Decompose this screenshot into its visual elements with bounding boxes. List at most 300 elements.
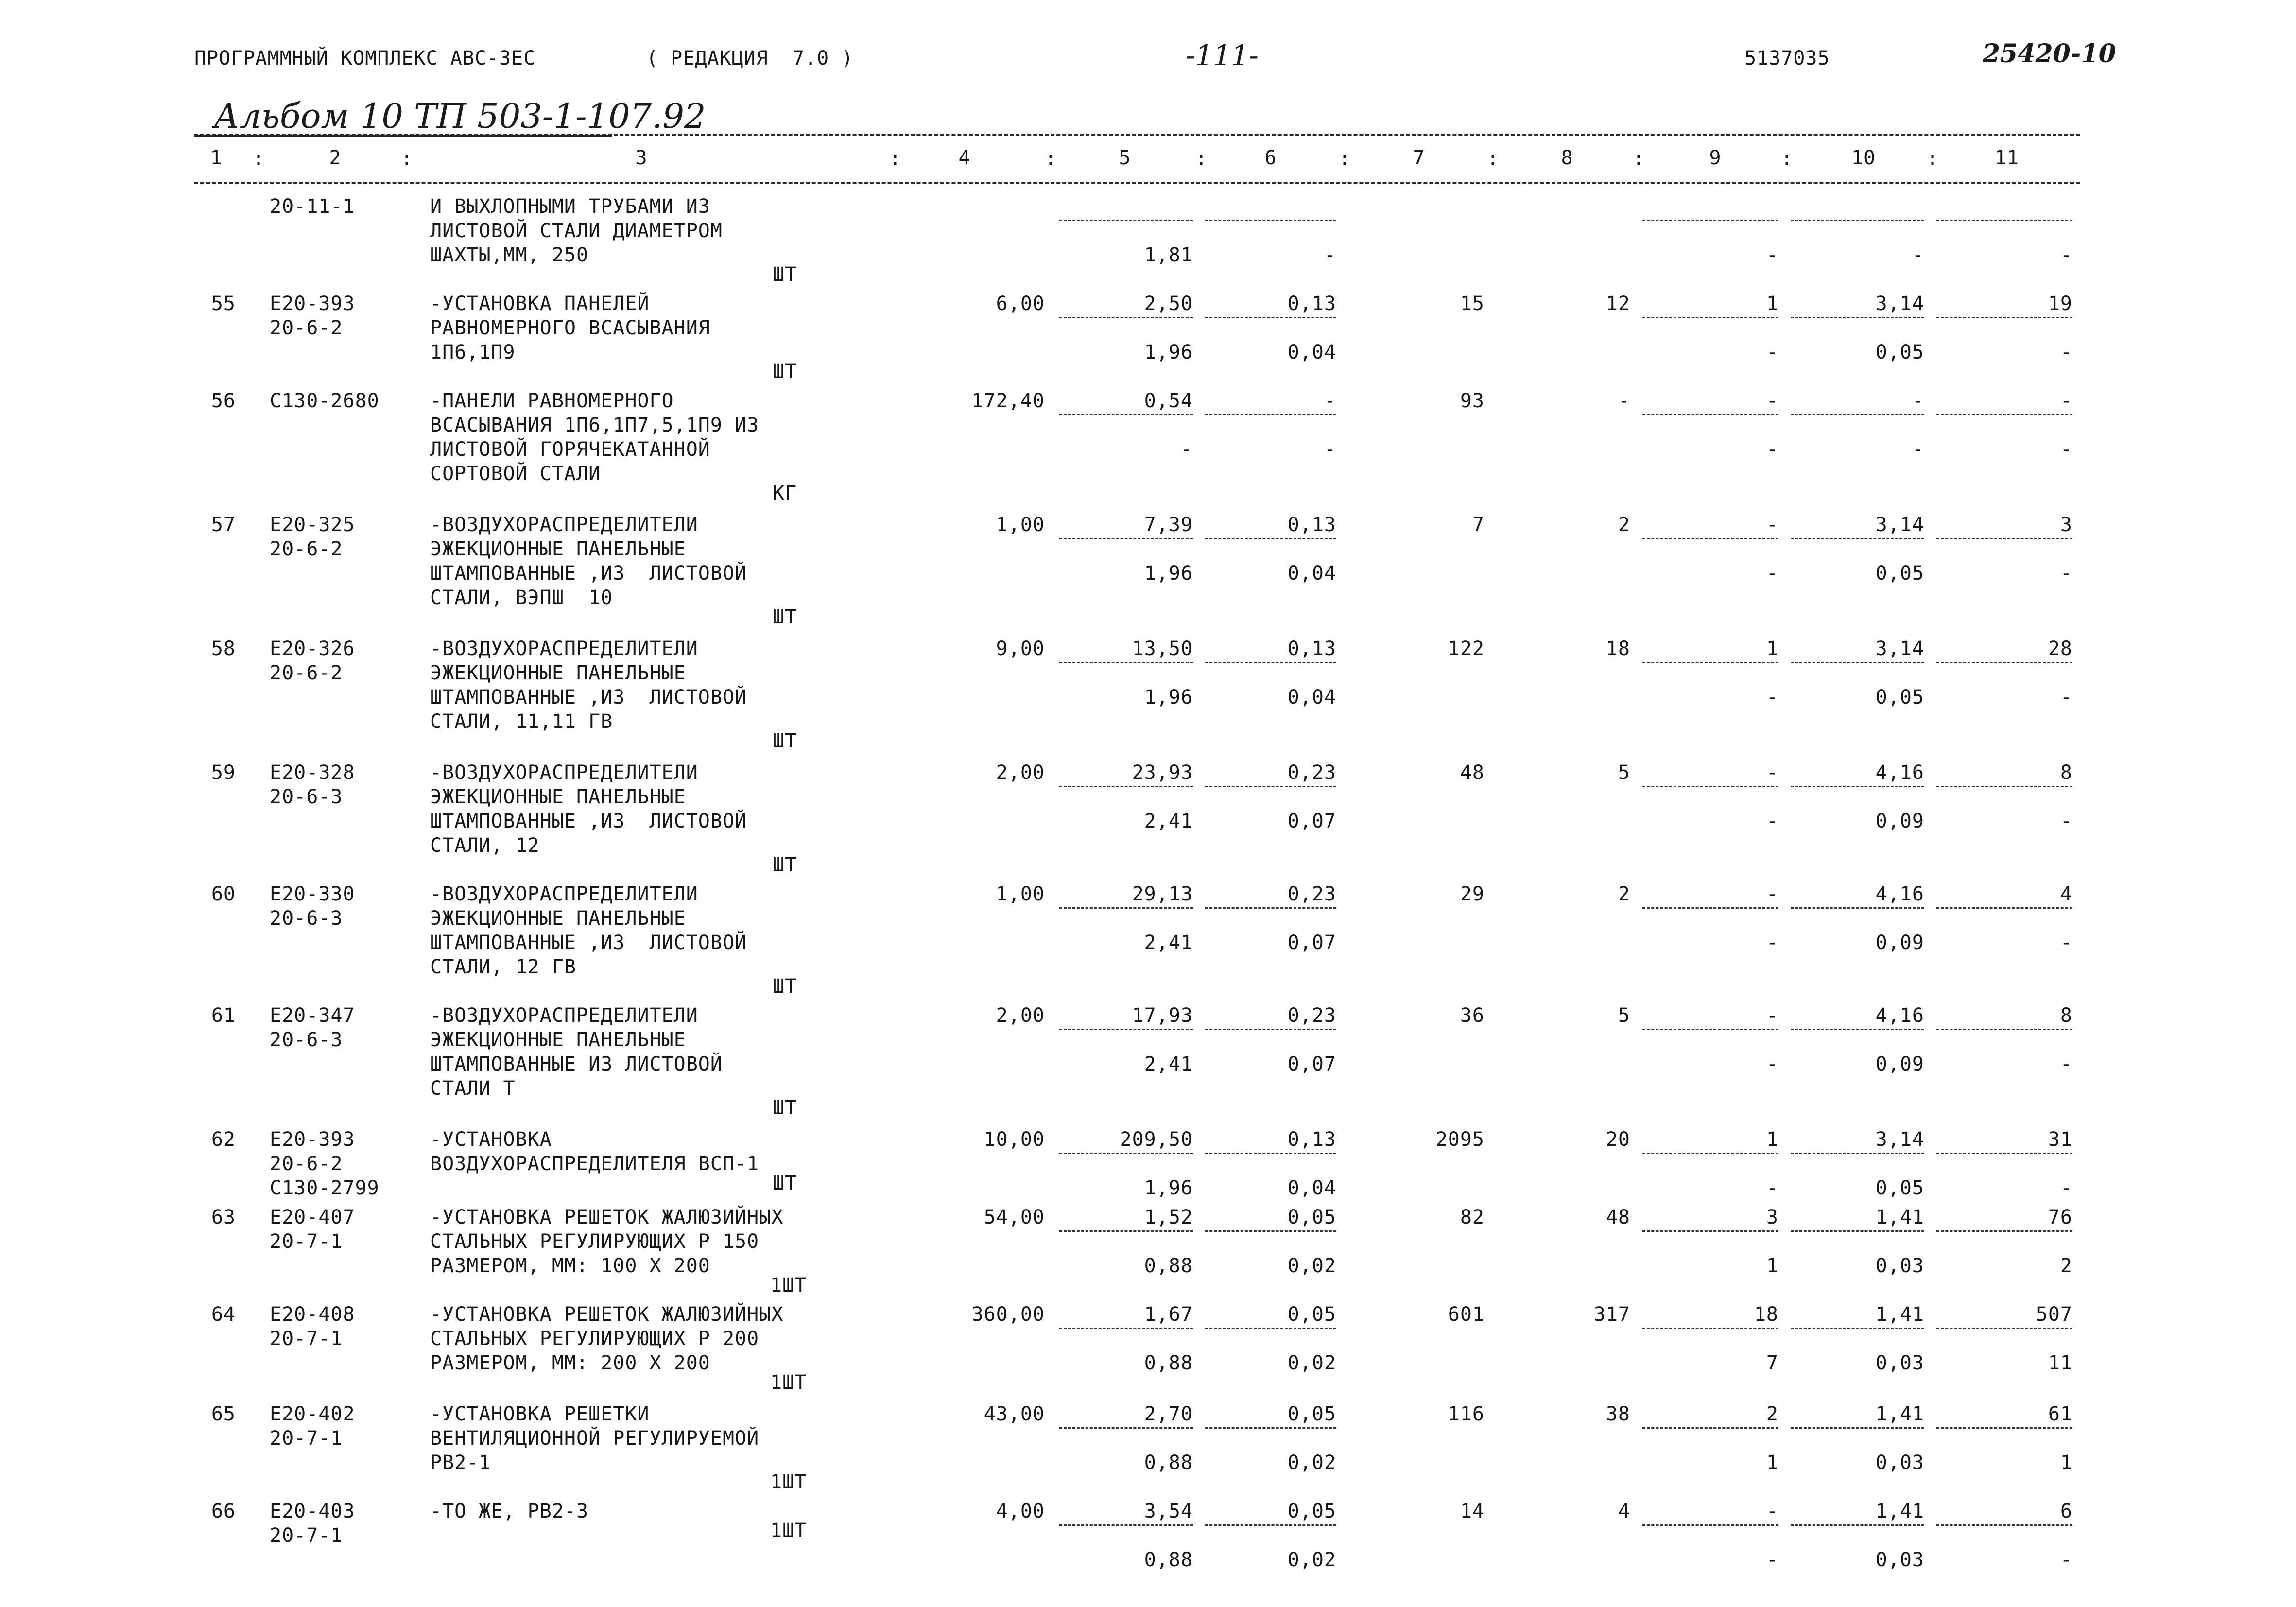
header-rule-top	[194, 134, 2080, 136]
row-number: 63	[211, 1206, 236, 1228]
value-c6: 0,05	[1287, 1403, 1336, 1425]
value-c9b: -	[1766, 810, 1778, 832]
work-description: СТАЛИ, 11,11 ГВ	[430, 710, 613, 733]
fraction-line	[1791, 662, 1924, 663]
value-c10b: 0,03	[1875, 1352, 1924, 1374]
value-c11: 4	[2060, 883, 2072, 905]
fraction-line	[1936, 220, 2072, 221]
value-c9: 18	[1754, 1303, 1778, 1326]
value-c11b: -	[2060, 810, 2072, 832]
value-c11: 8	[2060, 761, 2072, 784]
value-c5b: 1,96	[1144, 686, 1193, 708]
value-c5: 3,54	[1144, 1500, 1193, 1522]
value-c9b: 7	[1766, 1352, 1778, 1374]
fraction-line	[1205, 1427, 1336, 1429]
value-qty: 360,00	[971, 1303, 1045, 1326]
rate-code: 20-7-1	[270, 1230, 343, 1253]
column-header-9: 9	[1709, 147, 1722, 169]
program-title: ПРОГРАММНЫЙ КОМПЛЕКС АВС-ЗЕС	[194, 47, 536, 69]
unit-of-measure: 1ШТ	[770, 1471, 807, 1493]
value-c6b: 0,04	[1287, 562, 1336, 585]
value-c9b: 1	[1766, 1255, 1778, 1277]
value-c8: 38	[1605, 1403, 1630, 1425]
work-description: 1П6,1П9	[430, 341, 516, 363]
value-qty: 2,00	[996, 1004, 1045, 1027]
unit-of-measure: 1ШТ	[770, 1520, 807, 1542]
column-header-4: 4	[958, 147, 971, 169]
fraction-line	[1059, 786, 1193, 787]
value-c10: 4,16	[1875, 1004, 1924, 1027]
rate-code: С130-2680	[270, 390, 380, 412]
work-description: -УСТАНОВКА РЕШЕТОК ЖАЛЮЗИЙНЫХ	[430, 1206, 784, 1228]
value-c9: -	[1766, 390, 1778, 412]
value-c9b: -	[1766, 932, 1778, 954]
value-c6: 0,05	[1287, 1500, 1336, 1522]
fraction-line	[1205, 414, 1336, 415]
value-c7: 15	[1460, 293, 1485, 315]
fraction-line	[1936, 1153, 2072, 1154]
row-number: 56	[211, 390, 236, 412]
fraction-line	[1205, 1153, 1336, 1154]
value-c6: 0,05	[1287, 1303, 1336, 1326]
column-header-2: 2	[329, 147, 342, 169]
value-c6: 0,13	[1287, 293, 1336, 315]
fraction-line	[1059, 220, 1193, 221]
value-c7: 93	[1460, 390, 1485, 412]
fraction-line	[1936, 317, 2072, 318]
value-c10b: 0,05	[1875, 341, 1924, 363]
value-c10b: 0,05	[1875, 562, 1924, 585]
value-c8: 2	[1618, 883, 1630, 905]
rate-code: 20-6-3	[270, 1029, 343, 1051]
value-c9: -	[1766, 514, 1778, 536]
value-c11: 28	[2048, 638, 2072, 660]
value-c5b: 2,41	[1144, 1053, 1193, 1075]
work-description: -УСТАНОВКА	[430, 1128, 552, 1151]
fraction-line	[1059, 317, 1193, 318]
work-description: -ВОЗДУХОРАСПРЕДЕЛИТЕЛИ	[430, 638, 698, 660]
fraction-line	[1936, 1524, 2072, 1526]
value-c10b: 0,03	[1875, 1549, 1924, 1571]
value-c11: 19	[2048, 293, 2072, 315]
column-separator: :	[1927, 148, 1939, 170]
work-description: -ВОЗДУХОРАСПРЕДЕЛИТЕЛИ	[430, 761, 698, 784]
value-c8: 20	[1605, 1128, 1630, 1151]
work-description: РАЗМЕРОМ, ММ: 100 Х 200	[430, 1255, 710, 1277]
value-c8: 48	[1605, 1206, 1630, 1228]
value-c11b: -	[2060, 686, 2072, 708]
row-number: 62	[211, 1128, 236, 1151]
value-c10b: -	[1912, 244, 1924, 266]
value-c10b: -	[1912, 438, 1924, 461]
fraction-line	[1791, 317, 1924, 318]
value-c11b: -	[2060, 562, 2072, 585]
value-c9: 1	[1766, 293, 1778, 315]
fraction-line	[1205, 1230, 1336, 1232]
work-description: ЛИСТОВОЙ СТАЛИ ДИАМЕТРОМ	[430, 220, 723, 242]
value-c7: 7	[1472, 514, 1485, 536]
work-description: СТАЛИ Т	[430, 1077, 516, 1100]
value-c10: 4,16	[1875, 761, 1924, 784]
value-c11: 3	[2060, 514, 2072, 536]
value-c5: 7,39	[1144, 514, 1193, 536]
value-c8: 2	[1618, 514, 1630, 536]
row-number: 66	[211, 1500, 236, 1522]
code-number: 5137035	[1744, 47, 1830, 69]
value-c5: 2,50	[1144, 293, 1193, 315]
fraction-line	[1205, 1524, 1336, 1526]
value-c5b: 1,96	[1144, 1177, 1193, 1199]
column-header-6: 6	[1264, 147, 1277, 169]
work-description: ЭЖЕКЦИОННЫЕ ПАНЕЛЬНЫЕ	[430, 662, 686, 684]
value-c6b: 0,02	[1287, 1255, 1336, 1277]
fraction-line	[1059, 1427, 1193, 1429]
fraction-line	[1791, 1524, 1924, 1526]
fraction-line	[1791, 1230, 1924, 1232]
value-c7: 601	[1448, 1303, 1485, 1326]
fraction-line	[1642, 1427, 1778, 1429]
value-c8: -	[1618, 390, 1630, 412]
work-description: ЭЖЕКЦИОННЫЕ ПАНЕЛЬНЫЕ	[430, 538, 686, 560]
value-c6b: 0,07	[1287, 810, 1336, 832]
value-c6b: 0,04	[1287, 686, 1336, 708]
value-c9: -	[1766, 883, 1778, 905]
value-c7: 2095	[1435, 1128, 1485, 1151]
value-c6b: -	[1324, 244, 1336, 266]
work-description: -ПАНЕЛИ РАВНОМЕРНОГО	[430, 390, 674, 412]
column-separator: :	[1339, 148, 1351, 170]
value-c7: 82	[1460, 1206, 1485, 1228]
work-description: -УСТАНОВКА РЕШЕТКИ	[430, 1403, 650, 1425]
fraction-line	[1936, 1328, 2072, 1329]
value-c6b: 0,04	[1287, 341, 1336, 363]
rate-code: Е20-330	[270, 883, 355, 905]
value-c10: 3,14	[1875, 293, 1924, 315]
value-c9b: -	[1766, 244, 1778, 266]
album-label: Альбом 10 ТП 503-1-107.92	[214, 96, 706, 136]
value-c9: -	[1766, 1004, 1778, 1027]
fraction-line	[1791, 907, 1924, 909]
rate-code: Е20-326	[270, 638, 355, 660]
value-c10: 1,41	[1875, 1500, 1924, 1522]
value-c9: 2	[1766, 1403, 1778, 1425]
rate-code: С130-2799	[270, 1177, 380, 1199]
value-c10: 1,41	[1875, 1303, 1924, 1326]
fraction-line	[1642, 786, 1778, 787]
value-qty: 9,00	[996, 638, 1045, 660]
work-description: ШАХТЫ,ММ, 250	[430, 244, 589, 266]
value-c7: 29	[1460, 883, 1485, 905]
value-c10: 3,14	[1875, 638, 1924, 660]
column-separator: :	[1781, 148, 1794, 170]
value-c7: 14	[1460, 1500, 1485, 1522]
value-c9b: -	[1766, 1177, 1778, 1199]
row-number: 55	[211, 293, 236, 315]
value-c10: 1,41	[1875, 1403, 1924, 1425]
value-c11: 76	[2048, 1206, 2072, 1228]
fraction-line	[1642, 317, 1778, 318]
value-c11b: -	[2060, 1053, 2072, 1075]
value-c9b: -	[1766, 1549, 1778, 1571]
work-description: ЭЖЕКЦИОННЫЕ ПАНЕЛЬНЫЕ	[430, 1029, 686, 1051]
header-rule-bottom	[194, 182, 2080, 184]
column-header-5: 5	[1119, 147, 1131, 169]
unit-of-measure: ШТ	[773, 606, 797, 628]
value-c5b: -	[1180, 438, 1193, 461]
work-description: ЛИСТОВОЙ ГОРЯЧЕКАТАННОЙ	[430, 438, 710, 461]
column-separator: :	[889, 148, 902, 170]
fraction-line	[1205, 907, 1336, 909]
fraction-line	[1936, 414, 2072, 415]
value-c11: -	[2060, 390, 2072, 412]
column-separator: :	[401, 148, 414, 170]
column-header-8: 8	[1561, 147, 1573, 169]
value-c5b: 0,88	[1144, 1255, 1193, 1277]
work-description: РВ2-1	[430, 1451, 491, 1474]
fraction-line	[1205, 662, 1336, 663]
work-description: СТАЛИ, ВЭПШ 10	[430, 587, 613, 609]
value-c10: 1,41	[1875, 1206, 1924, 1228]
value-c5b: 0,88	[1144, 1451, 1193, 1474]
value-c8: 4	[1618, 1500, 1630, 1522]
value-c8: 5	[1618, 1004, 1630, 1027]
value-c10: 3,14	[1875, 514, 1924, 536]
value-c10b: 0,05	[1875, 1177, 1924, 1199]
value-c6: 0,13	[1287, 514, 1336, 536]
row-number: 61	[211, 1004, 236, 1027]
work-description: ШТАМПОВАННЫЕ ,ИЗ ЛИСТОВОЙ	[430, 562, 747, 585]
fraction-line	[1936, 662, 2072, 663]
value-c11b: 1	[2060, 1451, 2072, 1474]
value-qty: 2,00	[996, 761, 1045, 784]
value-c5b: 2,41	[1144, 810, 1193, 832]
value-c9: -	[1766, 1500, 1778, 1522]
value-qty: 4,00	[996, 1500, 1045, 1522]
fraction-line	[1059, 414, 1193, 415]
value-c5b: 2,41	[1144, 932, 1193, 954]
unit-of-measure: ШТ	[773, 1172, 797, 1194]
fraction-line	[1791, 1153, 1924, 1154]
value-qty: 43,00	[984, 1403, 1045, 1425]
fraction-line	[1059, 1524, 1193, 1526]
rate-code: Е20-393	[270, 1128, 355, 1151]
unit-of-measure: 1ШТ	[770, 1274, 807, 1296]
value-c6b: 0,02	[1287, 1451, 1336, 1474]
work-description: ВСАСЫВАНИЯ 1П6,1П7,5,1П9 ИЗ	[430, 414, 760, 436]
column-separator: :	[253, 148, 265, 170]
unit-of-measure: ШТ	[773, 1097, 797, 1119]
fraction-line	[1791, 1328, 1924, 1329]
rate-code: 20-7-1	[270, 1427, 343, 1450]
work-description: ЭЖЕКЦИОННЫЕ ПАНЕЛЬНЫЕ	[430, 907, 686, 930]
value-c8: 317	[1593, 1303, 1630, 1326]
value-c5: 29,13	[1132, 883, 1193, 905]
work-description: -УСТАНОВКА ПАНЕЛЕЙ	[430, 293, 650, 315]
value-c11b: -	[2060, 932, 2072, 954]
fraction-line	[1205, 786, 1336, 787]
fraction-line	[1791, 1029, 1924, 1030]
value-qty: 172,40	[971, 390, 1045, 412]
rate-code: Е20-402	[270, 1403, 355, 1425]
value-c5: 1,52	[1144, 1206, 1193, 1228]
row-number: 58	[211, 638, 236, 660]
column-header-1: 1	[210, 147, 223, 169]
value-c5b: 1,81	[1144, 244, 1193, 266]
value-c5b: 0,88	[1144, 1549, 1193, 1571]
value-c11b: 2	[2060, 1255, 2072, 1277]
work-description: ШТАМПОВАННЫЕ ,ИЗ ЛИСТОВОЙ	[430, 686, 747, 708]
work-description: -ВОЗДУХОРАСПРЕДЕЛИТЕЛИ	[430, 514, 698, 536]
value-c11: 507	[2036, 1303, 2072, 1326]
fraction-line	[1936, 786, 2072, 787]
rate-code: Е20-328	[270, 761, 355, 784]
value-c6b: 0,07	[1287, 1053, 1336, 1075]
value-c8: 5	[1618, 761, 1630, 784]
work-description: ВЕНТИЛЯЦИОННОЙ РЕГУЛИРУЕМОЙ	[430, 1427, 760, 1450]
value-c6b: 0,04	[1287, 1177, 1336, 1199]
value-c6b: 0,02	[1287, 1549, 1336, 1571]
value-c6: 0,23	[1287, 883, 1336, 905]
rate-code: Е20-408	[270, 1303, 355, 1326]
value-c9b: -	[1766, 1053, 1778, 1075]
value-c7: 48	[1460, 761, 1485, 784]
value-c9b: -	[1766, 438, 1778, 461]
value-qty: 1,00	[996, 883, 1045, 905]
value-c5: 1,67	[1144, 1303, 1193, 1326]
unit-of-measure: ШТ	[773, 361, 797, 383]
value-c9: -	[1766, 761, 1778, 784]
rate-code: Е20-347	[270, 1004, 355, 1027]
fraction-line	[1642, 1153, 1778, 1154]
row-number: 65	[211, 1403, 236, 1425]
work-description: -УСТАНОВКА РЕШЕТОК ЖАЛЮЗИЙНЫХ	[430, 1303, 784, 1326]
fraction-line	[1205, 317, 1336, 318]
value-c9b: -	[1766, 341, 1778, 363]
fraction-line	[1059, 1328, 1193, 1329]
work-description: СТАЛЬНЫХ РЕГУЛИРУЮЩИХ Р 150	[430, 1230, 760, 1253]
work-description: ВОЗДУХОРАСПРЕДЕЛИТЕЛЯ ВСП-1	[430, 1153, 760, 1175]
fraction-line	[1059, 662, 1193, 663]
value-c7: 122	[1448, 638, 1485, 660]
fraction-line	[1791, 414, 1924, 415]
value-c8: 18	[1605, 638, 1630, 660]
work-description: СТАЛЬНЫХ РЕГУЛИРУЮЩИХ Р 200	[430, 1328, 760, 1350]
fraction-line	[1642, 662, 1778, 663]
value-c10: 3,14	[1875, 1128, 1924, 1151]
work-description: -ВОЗДУХОРАСПРЕДЕЛИТЕЛИ	[430, 1004, 698, 1027]
value-c9b: -	[1766, 562, 1778, 585]
fraction-line	[1205, 1328, 1336, 1329]
rate-code: 20-6-2	[270, 538, 343, 560]
fraction-line	[1791, 786, 1924, 787]
work-description: СОРТОВОЙ СТАЛИ	[430, 463, 601, 485]
fraction-line	[1059, 1230, 1193, 1232]
value-c10b: 0,05	[1875, 686, 1924, 708]
work-description: СТАЛИ, 12	[430, 834, 540, 857]
value-c11b: -	[2060, 1177, 2072, 1199]
value-c6b: -	[1324, 438, 1336, 461]
fraction-line	[1205, 538, 1336, 539]
value-qty: 54,00	[984, 1206, 1045, 1228]
value-c5b: 1,96	[1144, 341, 1193, 363]
column-separator: :	[1487, 148, 1500, 170]
rate-code: Е20-325	[270, 514, 355, 536]
value-c11b: 11	[2048, 1352, 2072, 1374]
column-header-7: 7	[1413, 147, 1425, 169]
fraction-line	[1791, 1427, 1924, 1429]
row-number: 64	[211, 1303, 236, 1326]
value-c11b: -	[2060, 341, 2072, 363]
value-qty: 10,00	[984, 1128, 1045, 1151]
fraction-line	[1936, 1230, 2072, 1232]
fraction-line	[1059, 1153, 1193, 1154]
work-description: РАВНОМЕРНОГО ВСАСЫВАНИЯ	[430, 317, 710, 339]
rate-code: 20-6-3	[270, 786, 343, 808]
value-c11: 61	[2048, 1403, 2072, 1425]
value-c11b: -	[2060, 244, 2072, 266]
rate-code: 20-6-2	[270, 1153, 343, 1175]
value-c10b: 0,09	[1875, 932, 1924, 954]
value-c5: 2,70	[1144, 1403, 1193, 1425]
value-c10: -	[1912, 390, 1924, 412]
rate-code: 20-6-2	[270, 317, 343, 339]
rate-code: 20-7-1	[270, 1328, 343, 1350]
rate-code: 20-6-3	[270, 907, 343, 930]
fraction-line	[1642, 220, 1778, 221]
value-c5b: 0,88	[1144, 1352, 1193, 1374]
value-c6b: 0,07	[1287, 932, 1336, 954]
fraction-line	[1936, 1427, 2072, 1429]
page-number: -111-	[1186, 39, 1259, 72]
value-c7: 36	[1460, 1004, 1485, 1027]
value-c10b: 0,09	[1875, 810, 1924, 832]
rate-code: 20-11-1	[270, 195, 355, 218]
value-c5: 23,93	[1132, 761, 1193, 784]
value-c6: 0,23	[1287, 1004, 1336, 1027]
value-c6: -	[1324, 390, 1336, 412]
value-c11: 8	[2060, 1004, 2072, 1027]
work-description: -ТО ЖЕ, РВ2-3	[430, 1500, 589, 1522]
column-separator: :	[1045, 148, 1057, 170]
document-number: 25420-10	[1983, 39, 2116, 69]
value-c11b: -	[2060, 438, 2072, 461]
fraction-line	[1642, 1524, 1778, 1526]
rate-code: 20-7-1	[270, 1524, 343, 1547]
rate-code: 20-6-2	[270, 662, 343, 684]
work-description: СТАЛИ, 12 ГВ	[430, 956, 576, 978]
value-c9b: 1	[1766, 1451, 1778, 1474]
work-description: -ВОЗДУХОРАСПРЕДЕЛИТЕЛИ	[430, 883, 698, 905]
fraction-line	[1642, 1328, 1778, 1329]
value-c8: 12	[1605, 293, 1630, 315]
value-c5: 17,93	[1132, 1004, 1193, 1027]
value-c7: 116	[1448, 1403, 1485, 1425]
fraction-line	[1791, 538, 1924, 539]
value-c6: 0,13	[1287, 638, 1336, 660]
fraction-line	[1205, 1029, 1336, 1030]
row-number: 60	[211, 883, 236, 905]
rate-code: Е20-407	[270, 1206, 355, 1228]
fraction-line	[1642, 1230, 1778, 1232]
fraction-line	[1936, 1029, 2072, 1030]
unit-of-measure: ШТ	[773, 730, 797, 752]
value-c9: 1	[1766, 638, 1778, 660]
unit-of-measure: ШТ	[773, 975, 797, 998]
row-number: 57	[211, 514, 236, 536]
value-c6b: 0,02	[1287, 1352, 1336, 1374]
column-header-11: 11	[1994, 147, 2020, 169]
unit-of-measure: 1ШТ	[770, 1371, 807, 1394]
